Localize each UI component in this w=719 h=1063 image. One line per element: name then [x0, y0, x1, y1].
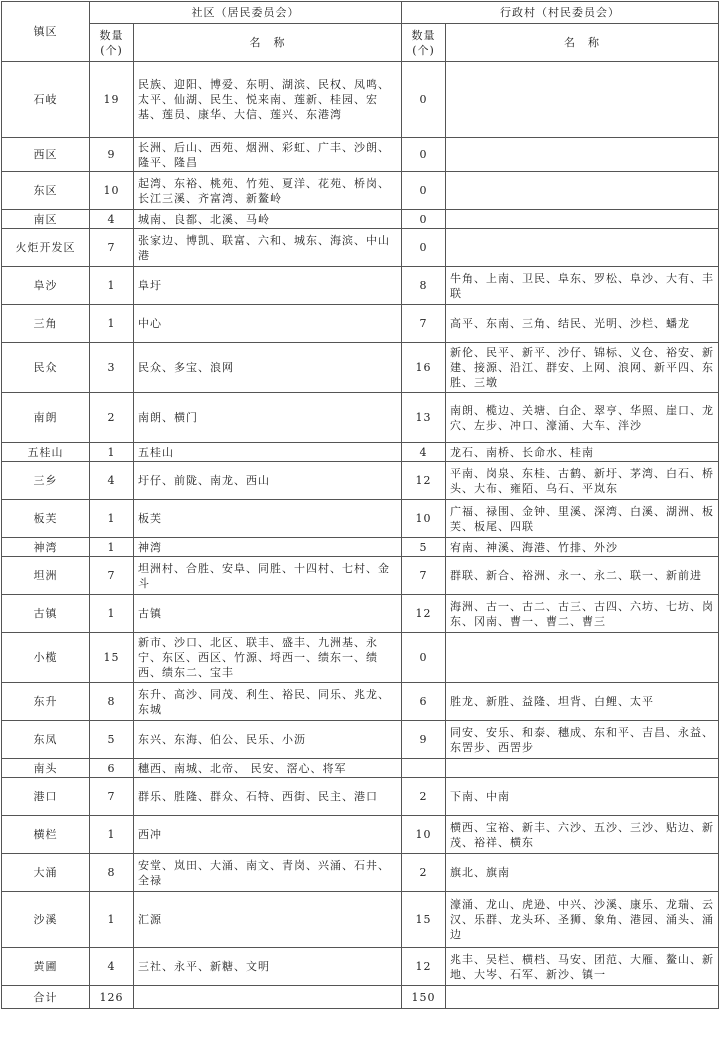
- community-names-cell: 城南、良都、北溪、马岭: [134, 210, 402, 229]
- village-count-cell: 6: [402, 683, 446, 721]
- community-count-cell: 7: [90, 778, 134, 816]
- town-cell: 南头: [2, 759, 90, 778]
- community-names-cell: 坦洲村、合胜、安阜、同胜、十四村、七村、金斗: [134, 557, 402, 595]
- community-count-cell: 8: [90, 683, 134, 721]
- community-count-cell: 7: [90, 557, 134, 595]
- community-village-table: [1, 1, 719, 1009]
- total-community-count: 126: [90, 986, 134, 1009]
- community-count-cell: 4: [90, 462, 134, 500]
- community-count-cell: 1: [90, 892, 134, 948]
- town-cell: 三乡: [2, 462, 90, 500]
- community-names-cell: 板芙: [134, 500, 402, 538]
- table-row: [2, 305, 719, 343]
- town-cell: 东凤: [2, 721, 90, 759]
- village-names-cell: [446, 172, 719, 210]
- community-names-cell: 中心: [134, 305, 402, 343]
- town-cell: 港口: [2, 778, 90, 816]
- community-count-cell: 1: [90, 443, 134, 462]
- table-row: [2, 138, 719, 172]
- community-names-cell: 民众、多宝、浪网: [134, 343, 402, 393]
- community-count-cell: 15: [90, 633, 134, 683]
- table-row: [2, 683, 719, 721]
- town-cell: 横栏: [2, 816, 90, 854]
- community-names-cell: 群乐、胜隆、群众、石特、西街、民主、港口: [134, 778, 402, 816]
- village-count-cell: 10: [402, 500, 446, 538]
- table-row: [2, 62, 719, 138]
- community-count-cell: 10: [90, 172, 134, 210]
- table-row: [2, 892, 719, 948]
- header-village-count: 数量 (个): [402, 24, 446, 62]
- village-names-cell: [446, 633, 719, 683]
- community-names-cell: 圩仔、前陇、南龙、西山: [134, 462, 402, 500]
- header-community-count: 数量 (个): [90, 24, 134, 62]
- community-names-cell: 安堂、岚田、大涌、南文、青岗、兴涌、石井、全禄: [134, 854, 402, 892]
- community-count-cell: 5: [90, 721, 134, 759]
- village-count-cell: 5: [402, 538, 446, 557]
- community-count-cell: 1: [90, 538, 134, 557]
- table-row: [2, 229, 719, 267]
- community-names-cell: 三社、永平、新糖、文明: [134, 948, 402, 986]
- community-names-cell: 西冲: [134, 816, 402, 854]
- community-count-cell: 4: [90, 210, 134, 229]
- village-names-cell: 高平、东南、三角、结民、光明、沙栏、蟠龙: [446, 305, 719, 343]
- village-count-cell: 2: [402, 778, 446, 816]
- town-cell: 黄圃: [2, 948, 90, 986]
- table-footer: [2, 986, 719, 1009]
- community-count-cell: 9: [90, 138, 134, 172]
- village-count-cell: 16: [402, 343, 446, 393]
- table-row: [2, 500, 719, 538]
- town-cell: 火炬开发区: [2, 229, 90, 267]
- village-count-cell: 0: [402, 229, 446, 267]
- table-row: [2, 759, 719, 778]
- town-cell: 板芙: [2, 500, 90, 538]
- village-count-cell: 4: [402, 443, 446, 462]
- village-count-cell: 8: [402, 267, 446, 305]
- table-row: [2, 721, 719, 759]
- village-count-cell: 2: [402, 854, 446, 892]
- header-village-group: 行政村（村民委员会）: [402, 2, 719, 24]
- town-cell: 大涌: [2, 854, 90, 892]
- community-count-cell: 4: [90, 948, 134, 986]
- community-names-cell: 长洲、后山、西苑、烟洲、彩虹、广丰、沙朗、隆平、隆昌: [134, 138, 402, 172]
- village-names-cell: 南朗、榄边、关塘、白企、翠亨、华照、崖口、龙穴、左步、冲口、濠涌、大车、泮沙: [446, 393, 719, 443]
- table-header: [2, 2, 719, 62]
- community-names-cell: 古镇: [134, 595, 402, 633]
- village-names-cell: 新伦、民平、新平、沙仔、锦标、义仓、裕安、新建、接源、沿江、群安、上网、浪网、新平四、东胜、三墩: [446, 343, 719, 393]
- village-names-cell: 旗北、旗南: [446, 854, 719, 892]
- header-community-group: 社区（居民委员会）: [90, 2, 402, 24]
- village-names-cell: 同安、安乐、和泰、穗成、东和平、吉昌、永益、东罟步、西罟步: [446, 721, 719, 759]
- village-names-cell: 宥南、神溪、海港、竹排、外沙: [446, 538, 719, 557]
- table-row: [2, 595, 719, 633]
- town-cell: 东升: [2, 683, 90, 721]
- community-count-cell: 3: [90, 343, 134, 393]
- village-names-cell: [446, 138, 719, 172]
- total-label: 合计: [2, 986, 90, 1009]
- village-names-cell: 横西、宝裕、新丰、六沙、五沙、三沙、贴边、新茂、裕祥、横东: [446, 816, 719, 854]
- table-row: [2, 393, 719, 443]
- village-names-cell: 平南、岗泉、东桂、古鹤、新圩、茅湾、白石、桥头、大布、雍陌、乌石、平岚东: [446, 462, 719, 500]
- village-names-cell: [446, 229, 719, 267]
- village-names-cell: [446, 210, 719, 229]
- town-cell: 坦洲: [2, 557, 90, 595]
- village-count-cell: [402, 759, 446, 778]
- header-town: 镇区: [2, 2, 90, 62]
- village-names-cell: 下南、中南: [446, 778, 719, 816]
- community-count-cell: 1: [90, 305, 134, 343]
- table-row: [2, 172, 719, 210]
- village-count-cell: 9: [402, 721, 446, 759]
- total-community-names: [134, 986, 402, 1009]
- village-names-cell: 广福、禄围、金钟、里溪、深湾、白溪、湖洲、板芙、板尾、四联: [446, 500, 719, 538]
- table-row: [2, 210, 719, 229]
- community-names-cell: 民族、迎阳、博爱、东明、湖滨、民权、凤鸣、太平、仙湖、民生、悦来南、莲新、桂园、宏基、莲员、康华、大信、莲兴、东港湾: [134, 62, 402, 138]
- village-names-cell: 牛角、上南、卫民、阜东、罗松、阜沙、大有、丰联: [446, 267, 719, 305]
- village-count-cell: 12: [402, 948, 446, 986]
- town-cell: 南朗: [2, 393, 90, 443]
- community-count-cell: 2: [90, 393, 134, 443]
- village-count-cell: 7: [402, 305, 446, 343]
- header-community-names: 名 称: [134, 24, 402, 62]
- table-row: [2, 816, 719, 854]
- total-village-names: [446, 986, 719, 1009]
- community-names-cell: 张家边、博凯、联富、六和、城东、海滨、中山港: [134, 229, 402, 267]
- community-names-cell: 南朗、横门: [134, 393, 402, 443]
- town-cell: 西区: [2, 138, 90, 172]
- community-count-cell: 19: [90, 62, 134, 138]
- community-count-cell: 1: [90, 595, 134, 633]
- town-cell: 小榄: [2, 633, 90, 683]
- table-row: [2, 948, 719, 986]
- table-row: [2, 538, 719, 557]
- community-count-cell: 7: [90, 229, 134, 267]
- community-names-cell: 起湾、东裕、桃苑、竹苑、夏洋、花苑、桥岗、长江三溪、齐富湾、新鳌岭: [134, 172, 402, 210]
- village-names-cell: 胜龙、新胜、益隆、坦背、白鲤、太平: [446, 683, 719, 721]
- community-names-cell: 新市、沙口、北区、联丰、盛丰、九洲基、永宁、东区、西区、竹源、埒西一、绩东一、绩西、绩东二、宝丰: [134, 633, 402, 683]
- header-village-names: 名 称: [446, 24, 719, 62]
- community-count-cell: 6: [90, 759, 134, 778]
- village-names-cell: 海洲、古一、古二、古三、古四、六坊、七坊、岗东、冈南、曹一、曹二、曹三: [446, 595, 719, 633]
- village-names-cell: [446, 62, 719, 138]
- community-count-cell: 1: [90, 267, 134, 305]
- community-count-cell: 8: [90, 854, 134, 892]
- table-row: [2, 778, 719, 816]
- town-cell: 沙溪: [2, 892, 90, 948]
- community-names-cell: 神湾: [134, 538, 402, 557]
- village-count-cell: 0: [402, 172, 446, 210]
- table-row: [2, 633, 719, 683]
- town-cell: 民众: [2, 343, 90, 393]
- table-row: [2, 343, 719, 393]
- town-cell: 阜沙: [2, 267, 90, 305]
- village-names-cell: 龙石、南桥、长命水、桂南: [446, 443, 719, 462]
- table-body: [2, 62, 719, 986]
- village-count-cell: 0: [402, 633, 446, 683]
- town-cell: 南区: [2, 210, 90, 229]
- village-names-cell: 濠涌、龙山、虎逊、中兴、沙溪、康乐、龙瑞、云汉、乐群、龙头环、圣狮、象角、港园、涌头、涌边: [446, 892, 719, 948]
- village-names-cell: 群联、新合、裕洲、永一、永二、联一、新前进: [446, 557, 719, 595]
- village-count-cell: 0: [402, 62, 446, 138]
- town-cell: 五桂山: [2, 443, 90, 462]
- village-count-cell: 12: [402, 595, 446, 633]
- village-names-cell: [446, 759, 719, 778]
- village-count-cell: 0: [402, 210, 446, 229]
- community-names-cell: 东兴、东海、伯公、民乐、小沥: [134, 721, 402, 759]
- town-cell: 神湾: [2, 538, 90, 557]
- village-count-cell: 15: [402, 892, 446, 948]
- village-count-cell: 10: [402, 816, 446, 854]
- village-count-cell: 0: [402, 138, 446, 172]
- village-count-cell: 12: [402, 462, 446, 500]
- community-names-cell: 阜圩: [134, 267, 402, 305]
- town-cell: 古镇: [2, 595, 90, 633]
- table-row: [2, 267, 719, 305]
- community-names-cell: 东升、高沙、同茂、利生、裕民、同乐、兆龙、东城: [134, 683, 402, 721]
- town-cell: 东区: [2, 172, 90, 210]
- town-cell: 三角: [2, 305, 90, 343]
- town-cell: 石岐: [2, 62, 90, 138]
- village-count-cell: 7: [402, 557, 446, 595]
- village-names-cell: 兆丰、吴栏、横档、马安、团范、大雁、鳌山、新地、大岑、石军、新沙、镇一: [446, 948, 719, 986]
- village-count-cell: 13: [402, 393, 446, 443]
- total-village-count: 150: [402, 986, 446, 1009]
- community-names-cell: 穗西、南城、北帝、 民安、滘心、将军: [134, 759, 402, 778]
- table-row: [2, 443, 719, 462]
- table-row: [2, 854, 719, 892]
- community-count-cell: 1: [90, 500, 134, 538]
- community-count-cell: 1: [90, 816, 134, 854]
- community-names-cell: 汇源: [134, 892, 402, 948]
- community-names-cell: 五桂山: [134, 443, 402, 462]
- table-row: [2, 462, 719, 500]
- table-row: [2, 557, 719, 595]
